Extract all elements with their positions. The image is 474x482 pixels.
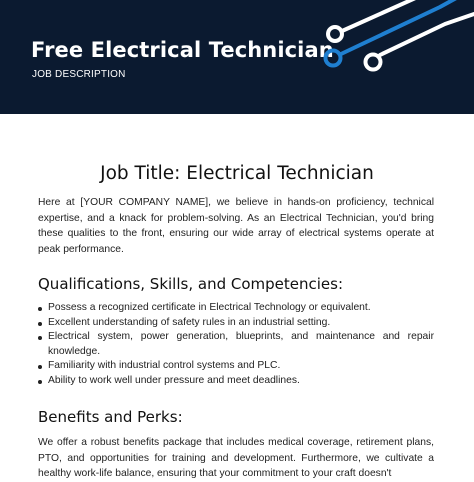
list-item: Electrical system, power generation, blueprints, and maintenance and repair knowledge. — [38, 330, 434, 359]
list-item: Familiarity with industrial control systems and PLC. — [38, 359, 434, 374]
list-item: Possess a recognized certificate in Electrical Technology or equivalent. — [38, 301, 434, 316]
list-item: Ability to work well under pressure and meet deadlines. — [38, 374, 434, 389]
list-item: Excellent understanding of safety rules in an industrial setting. — [38, 316, 434, 331]
page-subtitle: JOB DESCRIPTION — [32, 69, 126, 80]
circuit-node — [326, 51, 341, 66]
qualifications-list — [38, 301, 434, 388]
circuit-lines-graphic — [300, 0, 474, 114]
circuit-node — [328, 27, 342, 41]
page-title: Free Electrical Technician — [31, 38, 334, 62]
intro-paragraph: Here at [YOUR COMPANY NAME], we believe in hands-on proficiency, technical expertise, and a knack for problem-solving. As an Electrical Technician, you'd bring these qualities to the front, ensuring our wide array of electrical systems operate at peak performance. — [38, 197, 434, 255]
job-title-heading: Job Title: Electrical Technician — [100, 163, 374, 184]
qualifications-heading: Qualifications, Skills, and Competencies: — [38, 275, 344, 293]
benefits-paragraph: We offer a robust benefits package that includes medical coverage, retirement plans, PTO, and opportunities for training and development. Furthermore, we cultivate a healthy work-life balance, ensuring that your commitment to your craft doesn't — [38, 437, 434, 479]
circuit-node — [366, 55, 381, 70]
benefits-heading: Benefits and Perks: — [38, 408, 183, 426]
header-banner — [0, 0, 474, 114]
circuit-line — [380, 14, 474, 55]
circuit-line — [342, 0, 420, 31]
